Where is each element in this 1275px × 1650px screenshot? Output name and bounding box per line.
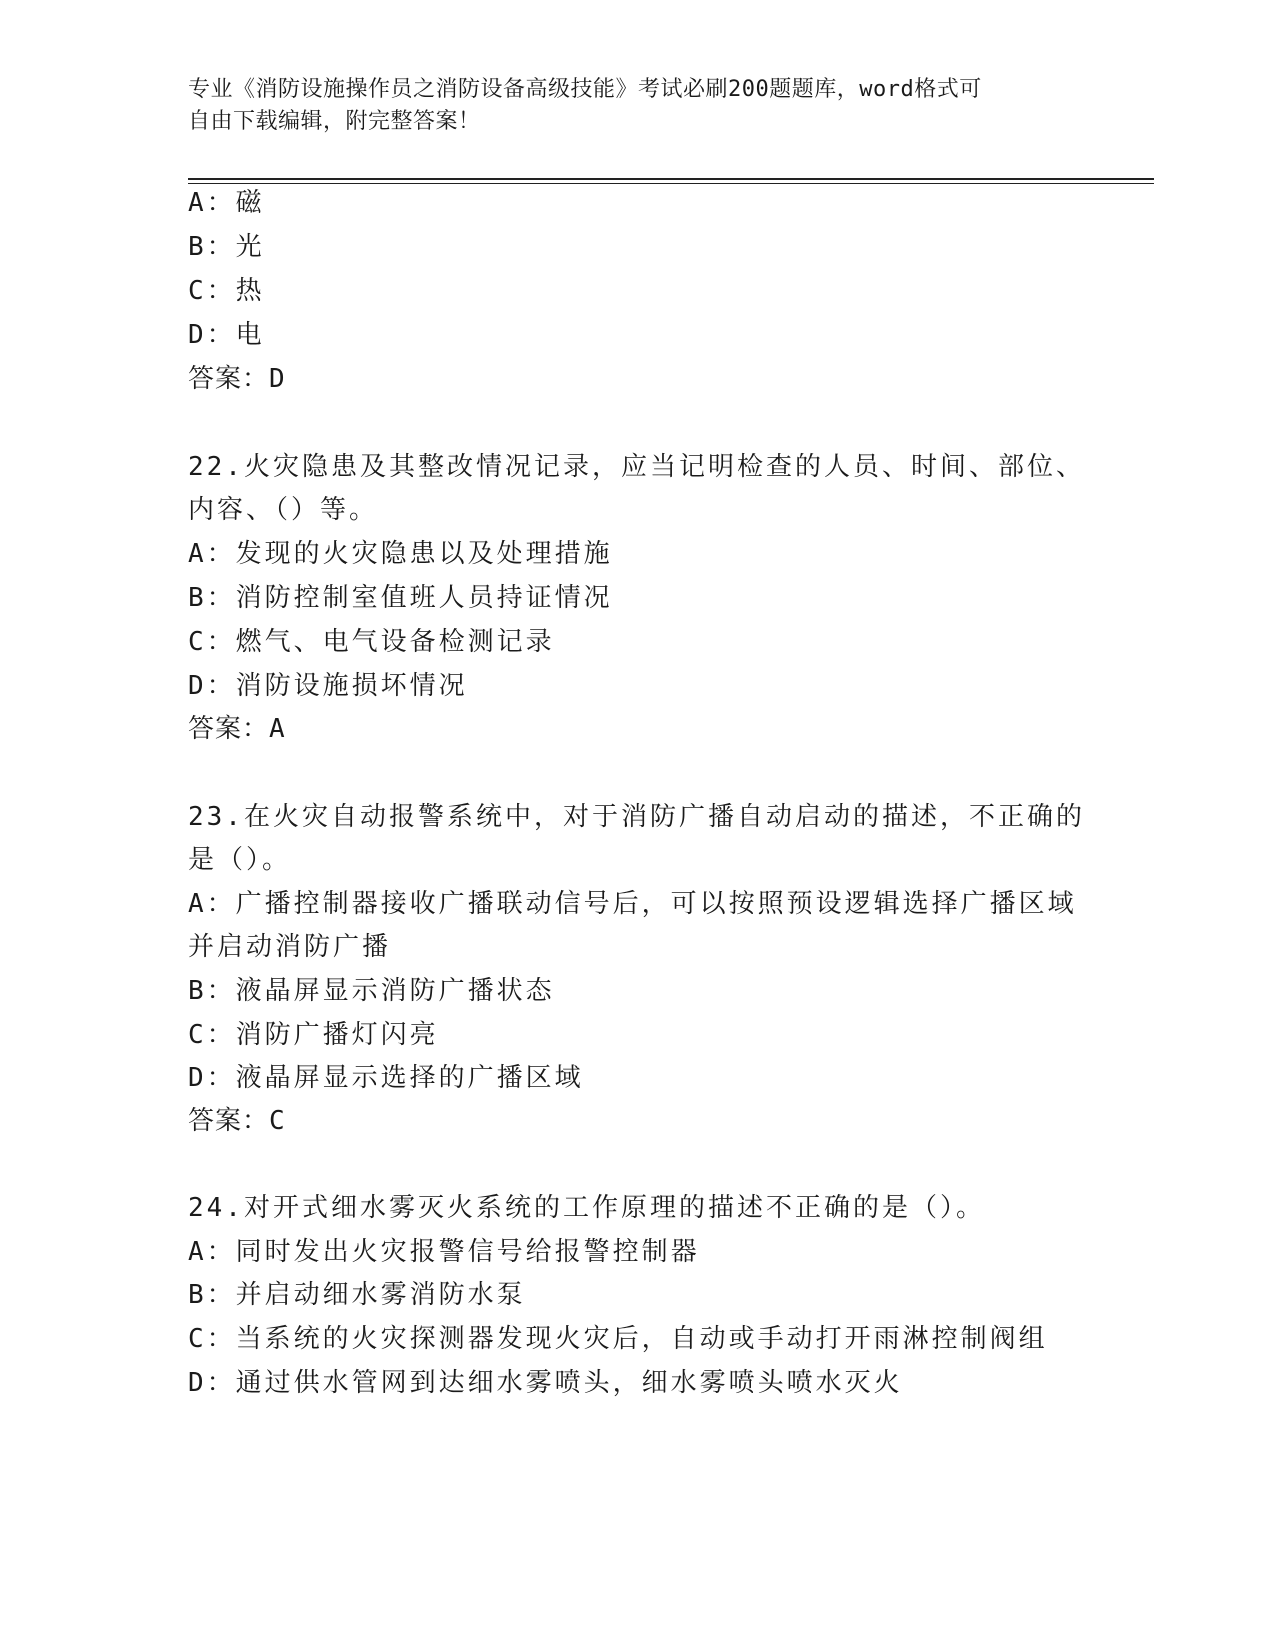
q22-stem-line-2: 内容、（）等。	[188, 495, 379, 525]
q23-answer: 答案：C	[188, 1106, 286, 1136]
q23-option-c: C：消防广播灯闪亮	[188, 1020, 439, 1050]
q22-option-a: A：发现的火灾隐患以及处理措施	[188, 539, 613, 569]
q22-option-c: C：燃气、电气设备检测记录	[188, 627, 555, 657]
q24-option-a: A：同时发出火灾报警信号给报警控制器	[188, 1237, 700, 1267]
q23-option-a-cont: 并启动消防广播	[188, 932, 392, 962]
q24-stem: 24.对开式细水雾灭火系统的工作原理的描述不正确的是（）。	[188, 1193, 985, 1223]
q23-option-b: B：液晶屏显示消防广播状态	[188, 976, 555, 1006]
q23-stem-line-2: 是（）。	[188, 845, 292, 875]
q22-stem-line-1: 22.火灾隐患及其整改情况记录，应当记明检查的人员、时间、部位、	[188, 452, 1085, 482]
q21-answer: 答案：D	[188, 364, 286, 394]
document-header	[188, 74, 1088, 138]
q21-option-c: C：热	[188, 276, 265, 306]
q24-option-c: C：当系统的火灾探测器发现火灾后，自动或手动打开雨淋控制阀组	[188, 1324, 1048, 1354]
q21-option-b: B：光	[188, 232, 265, 262]
q21-option-a: A：磁	[188, 188, 265, 218]
q21-option-d: D：电	[188, 320, 265, 350]
header-line-2: 自由下载编辑，附完整答案！	[188, 109, 481, 134]
q22-option-d: D：消防设施损坏情况	[188, 671, 468, 701]
q23-option-d: D：液晶屏显示选择的广播区域	[188, 1063, 584, 1093]
q23-stem-line-1: 23.在火灾自动报警系统中，对于消防广播自动启动的描述，不正确的	[188, 802, 1085, 832]
q24-option-b: B：并启动细水雾消防水泵	[188, 1280, 526, 1310]
q22-option-b: B：消防控制室值班人员持证情况	[188, 583, 613, 613]
q23-option-a: A：广播控制器接收广播联动信号后，可以按照预设逻辑选择广播区域	[188, 889, 1077, 919]
q24-option-d: D：通过供水管网到达细水雾喷头，细水雾喷头喷水灭火	[188, 1368, 903, 1398]
q22-answer: 答案：A	[188, 714, 286, 744]
header-line-1: 专业《消防设施操作员之消防设备高级技能》考试必刷200题题库，word格式可	[188, 77, 982, 102]
